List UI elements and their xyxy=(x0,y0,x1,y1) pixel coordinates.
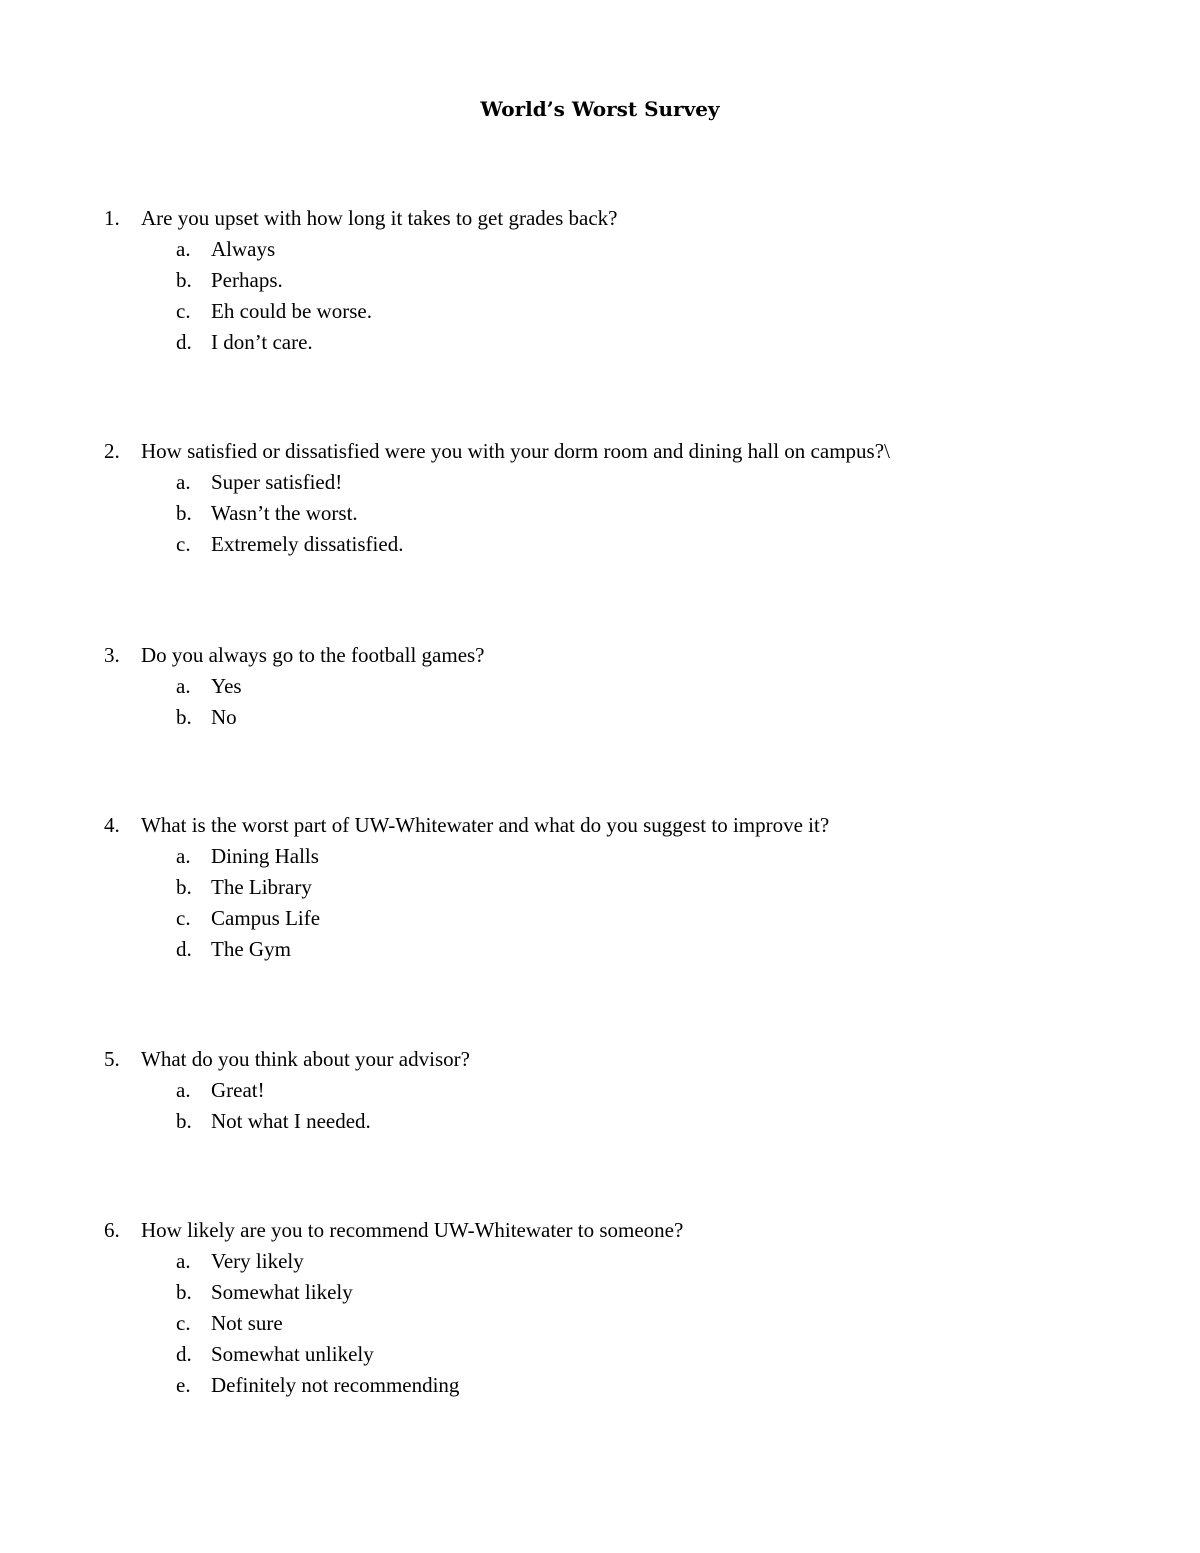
option-text: Perhaps. xyxy=(211,268,283,292)
option-item xyxy=(0,1246,1200,1277)
question-number: 6. xyxy=(104,1218,120,1242)
option-letter: d. xyxy=(176,330,192,354)
option-letter: e. xyxy=(176,1373,191,1397)
option-text: Great! xyxy=(211,1078,265,1102)
option-letter: c. xyxy=(176,906,191,930)
option-item xyxy=(0,467,1200,498)
question-line xyxy=(0,810,1200,841)
option-letter: a. xyxy=(176,1249,191,1273)
question-6 xyxy=(0,1215,1200,1401)
option-letter: d. xyxy=(176,1342,192,1366)
option-letter: c. xyxy=(176,299,191,323)
question-number: 3. xyxy=(104,643,120,667)
option-text: Campus Life xyxy=(211,906,321,930)
option-letter: a. xyxy=(176,674,191,698)
question-line xyxy=(0,640,1200,671)
option-text: Always xyxy=(211,237,276,261)
option-text: Super satisfied! xyxy=(211,470,343,494)
option-letter: c. xyxy=(176,1311,191,1335)
question-number: 1. xyxy=(104,206,120,230)
question-1 xyxy=(0,203,1200,358)
option-letter: b. xyxy=(176,1280,192,1304)
option-item xyxy=(0,1106,1200,1137)
option-letter: b. xyxy=(176,875,192,899)
option-letter: b. xyxy=(176,268,192,292)
option-item xyxy=(0,327,1200,358)
question-number: 5. xyxy=(104,1047,120,1071)
option-text: Eh could be worse. xyxy=(211,299,372,323)
option-text: Very likely xyxy=(211,1249,304,1273)
option-text: Somewhat unlikely xyxy=(211,1342,374,1366)
option-item xyxy=(0,841,1200,872)
option-item xyxy=(0,1370,1200,1401)
option-text: The Library xyxy=(211,875,312,899)
survey-title: World’s Worst Survey xyxy=(480,97,720,121)
option-text: I don’t care. xyxy=(211,330,313,354)
question-3 xyxy=(0,640,1200,733)
option-letter: b. xyxy=(176,501,192,525)
option-letter: b. xyxy=(176,1109,192,1133)
option-letter: b. xyxy=(176,705,192,729)
option-text: Extremely dissatisfied. xyxy=(211,532,404,556)
question-text: Are you upset with how long it takes to get grades back? xyxy=(141,206,618,230)
question-text: What do you think about your advisor? xyxy=(141,1047,470,1071)
question-2 xyxy=(0,436,1200,560)
question-line xyxy=(0,203,1200,234)
option-item xyxy=(0,702,1200,733)
option-item xyxy=(0,1277,1200,1308)
option-item xyxy=(0,1339,1200,1370)
question-line xyxy=(0,1215,1200,1246)
question-text: How satisfied or dissatisfied were you with your dorm room and dining hall on campus?\ xyxy=(141,439,890,463)
option-item xyxy=(0,498,1200,529)
option-text: No xyxy=(211,705,237,729)
option-text: Not sure xyxy=(211,1311,283,1335)
option-letter: d. xyxy=(176,937,192,961)
option-item xyxy=(0,1075,1200,1106)
option-letter: a. xyxy=(176,237,191,261)
question-number: 4. xyxy=(104,813,120,837)
option-text: Yes xyxy=(211,674,242,698)
option-item xyxy=(0,296,1200,327)
question-text: What is the worst part of UW-Whitewater and what do you suggest to improve it? xyxy=(141,813,830,837)
option-item xyxy=(0,234,1200,265)
option-text: The Gym xyxy=(211,937,291,961)
option-item xyxy=(0,1308,1200,1339)
option-letter: a. xyxy=(176,470,191,494)
question-number: 2. xyxy=(104,439,120,463)
option-text: Not what I needed. xyxy=(211,1109,371,1133)
option-text: Wasn’t the worst. xyxy=(211,501,358,525)
option-item xyxy=(0,265,1200,296)
option-text: Definitely not recommending xyxy=(211,1373,460,1397)
question-text: Do you always go to the football games? xyxy=(141,643,485,667)
option-item xyxy=(0,903,1200,934)
option-item xyxy=(0,872,1200,903)
option-text: Somewhat likely xyxy=(211,1280,353,1304)
question-text: How likely are you to recommend UW-Whitewater to someone? xyxy=(141,1218,684,1242)
option-item xyxy=(0,529,1200,560)
option-letter: c. xyxy=(176,532,191,556)
question-line xyxy=(0,1044,1200,1075)
option-item xyxy=(0,934,1200,965)
option-letter: a. xyxy=(176,844,191,868)
option-item xyxy=(0,671,1200,702)
option-letter: a. xyxy=(176,1078,191,1102)
question-line xyxy=(0,436,1200,467)
question-5 xyxy=(0,1044,1200,1137)
question-4 xyxy=(0,810,1200,965)
option-text: Dining Halls xyxy=(211,844,319,868)
